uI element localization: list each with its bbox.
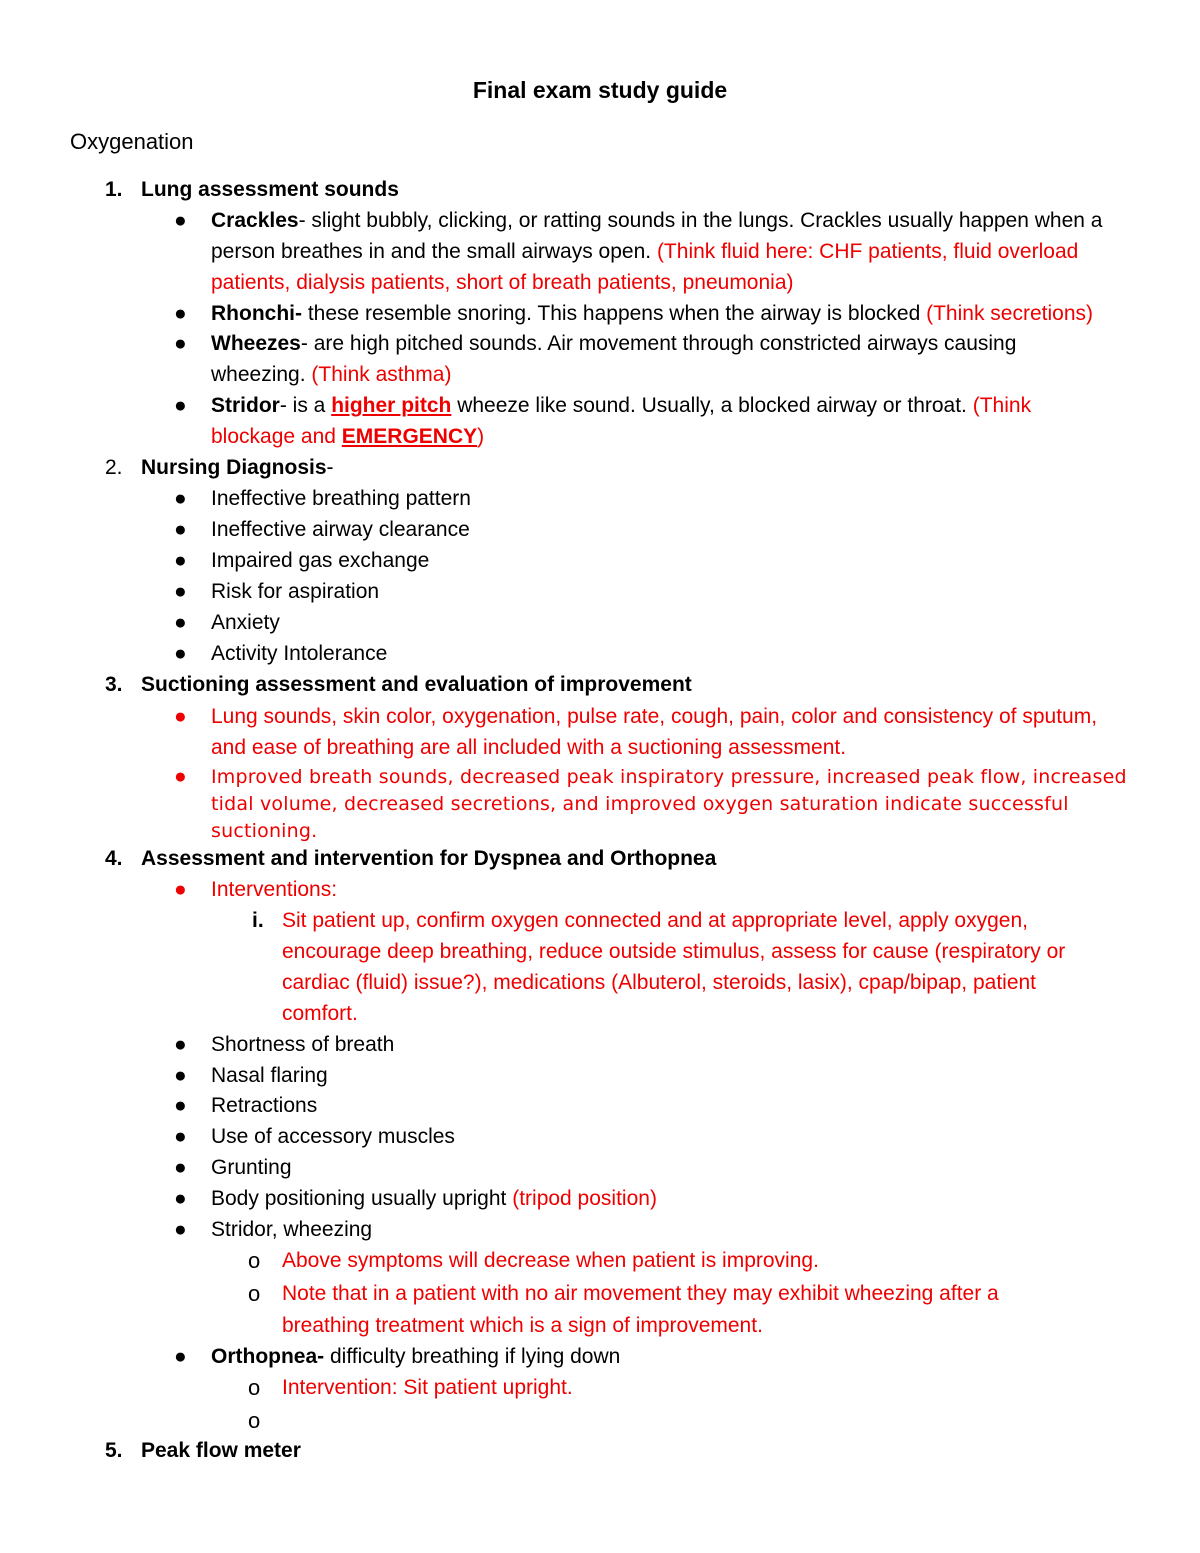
list-item: Grunting (211, 1156, 292, 1179)
note-text: patients, dialysis patients, short of breath patients, pneumonia) (211, 271, 794, 294)
bullet-icon: ● (174, 332, 187, 355)
list-number: 5. (105, 1439, 123, 1462)
list-item-continuation (211, 423, 484, 451)
item-text: Body positioning usually upright (211, 1187, 513, 1210)
term: Wheezes (211, 332, 301, 355)
term: Orthopnea- (211, 1345, 325, 1368)
list-number: 4. (105, 847, 123, 870)
list-heading: Lung assessment sounds (141, 178, 399, 201)
list-number: 2. (105, 456, 123, 479)
definition-text: difficulty breathing if lying down (324, 1345, 621, 1368)
list-item: Improved breath sounds, decreased peak inspiratory pressure, increased peak flow, increased (211, 766, 1127, 788)
list-item-continuation: suctioning. (211, 820, 318, 842)
bullet-icon: ● (174, 1125, 187, 1148)
list-item (211, 1185, 657, 1213)
sub-bullet-icon: o (248, 1248, 261, 1273)
note-text: (tripod position) (512, 1187, 657, 1210)
section-heading: Oxygenation (70, 129, 194, 154)
list-item: Ineffective airway clearance (211, 518, 470, 541)
document-title: Final exam study guide (472, 77, 728, 103)
note-text: (Think (972, 394, 1032, 417)
bullet-icon: ● (174, 878, 187, 901)
note-text: (Think secretions) (926, 302, 1093, 325)
list-number: 3. (105, 673, 123, 696)
definition-text: - are high pitched sounds. Air movement through constricted airways causing (300, 332, 1017, 355)
bullet-icon: ● (174, 549, 187, 572)
list-item: Risk for aspiration (211, 580, 380, 603)
list-item: Retractions (211, 1094, 318, 1117)
list-item-continuation: tidal volume, decreased secretions, and improved oxygen saturation indicate successful (211, 793, 1069, 815)
bullet-icon: ● (174, 611, 187, 634)
list-item (211, 330, 1016, 358)
heading-dash: - (326, 456, 334, 479)
list-item: Anxiety (211, 611, 280, 634)
intervention-text: cardiac (fluid) issue?), medications (Albuterol, steroids, lasix), cpap/bipap, patient (282, 971, 1037, 994)
list-item: Nasal flaring (211, 1064, 328, 1087)
list-item: Interventions: (211, 878, 338, 901)
bullet-icon: ● (174, 765, 187, 788)
list-item (211, 1343, 620, 1371)
list-item (211, 392, 1031, 420)
list-item: Shortness of breath (211, 1033, 395, 1056)
definition-text: - is a (279, 394, 332, 417)
list-heading (141, 454, 334, 482)
emphasis-text: EMERGENCY (341, 425, 478, 448)
bullet-icon: ● (174, 705, 187, 728)
list-item-continuation (211, 238, 1078, 266)
sub-bullet-icon: o (248, 1408, 261, 1433)
list-heading: Peak flow meter (141, 1439, 301, 1462)
bullet-icon: ● (174, 394, 187, 417)
note-text: (Think fluid here: CHF patients, fluid overload (656, 240, 1079, 263)
list-item-continuation: and ease of breathing are all included with a suctioning assessment. (211, 736, 847, 759)
definition-text: - slight bubbly, clicking, or ratting sounds in the lungs. Crackles usually happen when a (298, 209, 1103, 232)
sub-bullet-icon: o (248, 1281, 261, 1306)
bullet-icon: ● (174, 1187, 187, 1210)
bullet-icon: ● (174, 1345, 187, 1368)
definition-text: person breathes in and the small airways open. (211, 240, 652, 263)
emphasis-text: higher pitch (331, 394, 452, 417)
list-item: Impaired gas exchange (211, 549, 430, 572)
bullet-icon: ● (174, 1156, 187, 1179)
list-item (211, 207, 1102, 235)
bullet-icon: ● (174, 1064, 187, 1087)
term: Stridor (211, 394, 280, 417)
bullet-icon: ● (174, 209, 187, 232)
list-heading: Assessment and intervention for Dyspnea and Orthopnea (141, 847, 717, 870)
sub-list-item: Note that in a patient with no air movement they may exhibit wheezing after a (282, 1282, 999, 1305)
definition-text: wheeze like sound. Usually, a blocked airway or throat. (451, 394, 973, 417)
note-text: (Think asthma) (311, 363, 452, 386)
note-text: blockage and (211, 425, 342, 448)
bullet-icon: ● (174, 1033, 187, 1056)
intervention-text: Sit patient up, confirm oxygen connected and at appropriate level, apply oxygen, (282, 909, 1028, 932)
list-item: Lung sounds, skin color, oxygenation, pulse rate, cough, pain, color and consistency of sputum, (211, 705, 1098, 728)
term: Crackles (211, 209, 299, 232)
intervention-text: comfort. (282, 1002, 358, 1025)
bullet-icon: ● (174, 302, 187, 325)
list-item: Stridor, wheezing (211, 1218, 373, 1241)
definition-text: wheezing. (211, 363, 312, 386)
sub-list-item: Intervention: Sit patient upright. (282, 1376, 573, 1399)
bullet-icon: ● (174, 1218, 187, 1241)
list-item-continuation (211, 361, 451, 389)
bullet-icon: ● (174, 580, 187, 603)
list-item: Use of accessory muscles (211, 1125, 455, 1148)
list-item: Activity Intolerance (211, 642, 388, 665)
note-text: ) (477, 425, 485, 448)
sub-bullet-icon: o (248, 1375, 261, 1400)
bullet-icon: ● (174, 642, 187, 665)
term: Rhonchi- (211, 302, 302, 325)
list-heading: Suctioning assessment and evaluation of improvement (141, 673, 692, 696)
roman-numeral: i. (252, 909, 264, 932)
intervention-text: encourage deep breathing, reduce outside stimulus, assess for cause (respiratory or (282, 940, 1066, 963)
definition-text: these resemble snoring. This happens when the airway is blocked (301, 302, 927, 325)
list-item: Ineffective breathing pattern (211, 487, 471, 510)
sub-list-item-continuation: breathing treatment which is a sign of improvement. (282, 1314, 763, 1337)
list-item (211, 300, 1093, 328)
sub-list-item: Above symptoms will decrease when patient is improving. (282, 1249, 819, 1272)
list-number: 1. (105, 178, 123, 201)
heading-text: Nursing Diagnosis (141, 456, 327, 479)
bullet-icon: ● (174, 487, 187, 510)
bullet-icon: ● (174, 1094, 187, 1117)
bullet-icon: ● (174, 518, 187, 541)
